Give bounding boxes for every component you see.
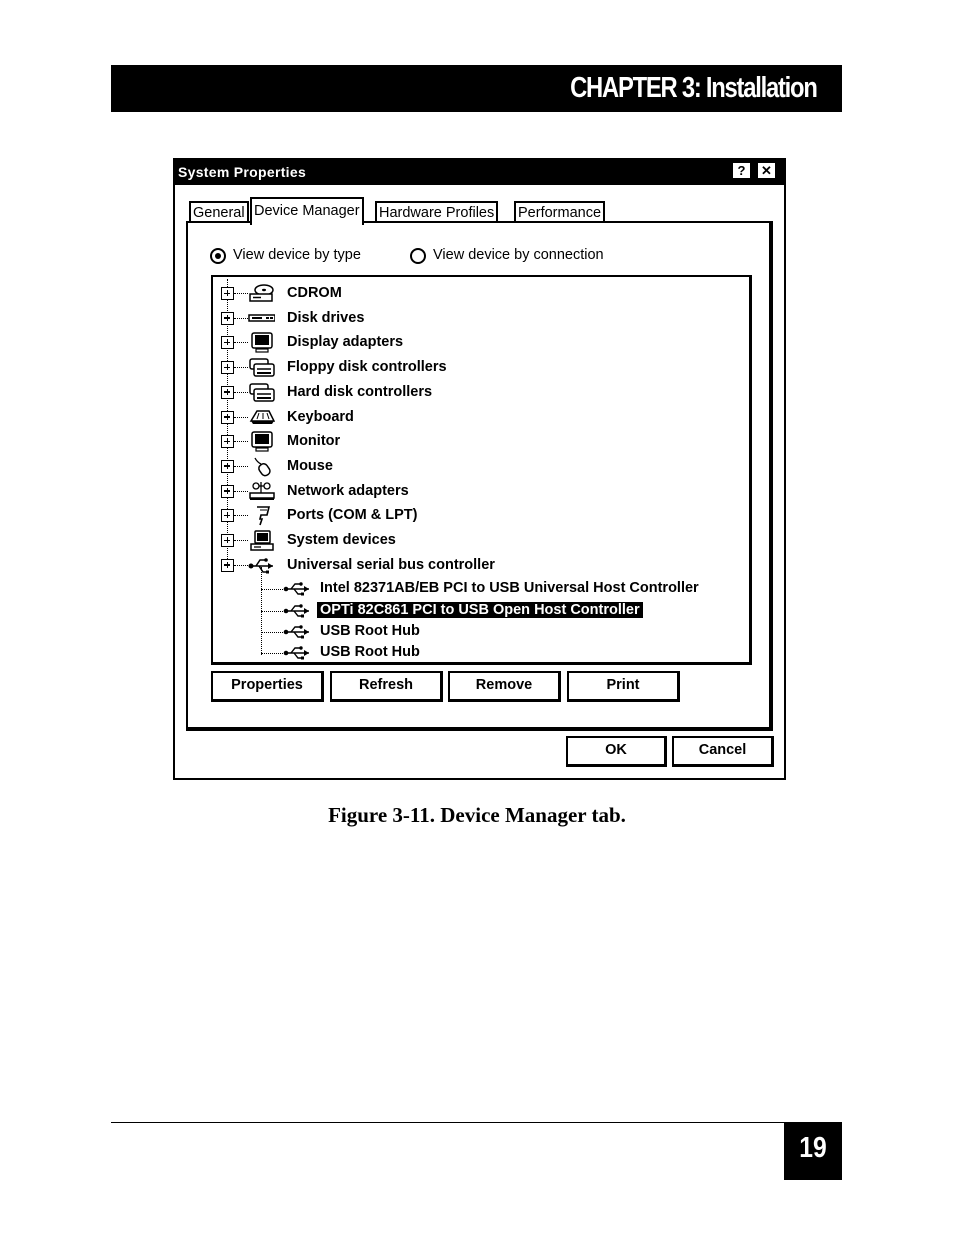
monitor-icon bbox=[247, 431, 275, 453]
tree-item-label: Keyboard bbox=[287, 408, 354, 425]
tree-item-hard-disk-controllers[interactable] bbox=[213, 382, 749, 406]
radio-button-selected[interactable] bbox=[210, 248, 226, 264]
floppy-controller-icon bbox=[247, 357, 275, 379]
tree-item-disk-drives[interactable] bbox=[213, 308, 749, 332]
expand-icon[interactable] bbox=[221, 534, 234, 547]
tree-item-label: USB Root Hub bbox=[320, 622, 420, 639]
tree-item-network-adapters[interactable] bbox=[213, 481, 749, 505]
expand-icon[interactable] bbox=[221, 287, 234, 300]
display-adapter-icon bbox=[247, 332, 275, 354]
tree-item-floppy-controllers[interactable] bbox=[213, 357, 749, 381]
tree-item-label: Hard disk controllers bbox=[287, 383, 433, 400]
tree-item-ports[interactable] bbox=[213, 505, 749, 529]
footer-rule bbox=[111, 1122, 786, 1123]
system-properties-dialog bbox=[173, 158, 786, 780]
tree-item-mouse[interactable] bbox=[213, 456, 749, 480]
tree-item-system-devices[interactable] bbox=[213, 530, 749, 554]
tree-item-usb-child-selected[interactable] bbox=[213, 601, 749, 622]
tree-item-label: CDROM bbox=[287, 285, 342, 301]
cancel-button[interactable]: Cancel bbox=[672, 736, 774, 767]
tree-item-label: Intel 82371AB/EB PCI to USB Universal Host Controller bbox=[320, 580, 699, 596]
tree-item-monitor[interactable] bbox=[213, 431, 749, 455]
radio-button-unselected[interactable] bbox=[410, 248, 426, 264]
tree-item-label: Network adapters bbox=[287, 482, 409, 499]
tree-item-label: USB Root Hub bbox=[320, 643, 420, 660]
refresh-button[interactable]: Refresh bbox=[330, 671, 443, 702]
remove-button[interactable]: Remove bbox=[448, 671, 561, 702]
device-manager-panel bbox=[186, 221, 773, 731]
chapter-title: CHAPTER 3: Installation bbox=[570, 72, 817, 104]
expand-icon[interactable] bbox=[221, 435, 234, 448]
tree-item-label-selected: OPTi 82C861 PCI to USB Open Host Controller bbox=[317, 602, 643, 618]
usb-icon bbox=[283, 645, 311, 661]
dialog-title: System Properties bbox=[178, 164, 307, 180]
tree-item-keyboard[interactable] bbox=[213, 407, 749, 431]
tree-item-label: Display adapters bbox=[287, 334, 404, 351]
hard-disk-controller-icon bbox=[247, 382, 275, 404]
help-icon: ? bbox=[737, 163, 746, 178]
mouse-icon bbox=[247, 456, 275, 478]
tab-performance[interactable]: Performance bbox=[514, 201, 605, 223]
radio-label: View device by connection bbox=[433, 247, 604, 263]
tree-item-label: Disk drives bbox=[287, 309, 365, 326]
tree-item-label: Mouse bbox=[287, 457, 333, 474]
port-icon bbox=[247, 505, 275, 527]
expand-icon[interactable] bbox=[221, 411, 234, 424]
tree-item-label: Ports (COM & LPT) bbox=[287, 507, 418, 524]
print-button[interactable]: Print bbox=[567, 671, 680, 702]
chapter-header-bar bbox=[111, 65, 842, 112]
tree-item-label: Floppy disk controllers bbox=[287, 359, 447, 376]
usb-icon bbox=[283, 581, 311, 597]
tab-general[interactable]: General bbox=[189, 201, 249, 223]
disk-drive-icon bbox=[247, 308, 275, 330]
expand-icon[interactable] bbox=[221, 485, 234, 498]
figure-caption: Figure 3-11. Device Manager tab. bbox=[328, 803, 626, 827]
cdrom-icon bbox=[247, 283, 275, 305]
expand-icon[interactable] bbox=[221, 559, 234, 572]
properties-button[interactable]: Properties bbox=[211, 671, 324, 702]
tree-item-usb-child[interactable] bbox=[213, 622, 749, 643]
close-icon: ✕ bbox=[761, 163, 772, 178]
usb-icon bbox=[283, 603, 311, 619]
expand-icon[interactable] bbox=[221, 361, 234, 374]
ok-button[interactable]: OK bbox=[566, 736, 667, 767]
device-tree[interactable] bbox=[211, 275, 752, 665]
tree-item-display-adapters[interactable] bbox=[213, 332, 749, 356]
page-number-box bbox=[784, 1122, 842, 1180]
radio-label: View device by type bbox=[233, 247, 361, 263]
usb-icon bbox=[283, 624, 311, 640]
tree-item-usb-child[interactable] bbox=[213, 579, 749, 600]
tree-item-usb-child[interactable] bbox=[213, 643, 749, 664]
expand-icon[interactable] bbox=[221, 336, 234, 349]
tree-item-label: Universal serial bus controller bbox=[287, 556, 495, 573]
help-button[interactable] bbox=[733, 163, 750, 178]
tab-device-manager[interactable]: Device Manager bbox=[250, 197, 364, 225]
expand-icon[interactable] bbox=[221, 460, 234, 473]
tree-item-cdrom[interactable] bbox=[213, 283, 749, 307]
expand-icon[interactable] bbox=[221, 386, 234, 399]
dialog-titlebar[interactable] bbox=[175, 160, 784, 185]
tab-hardware-profiles[interactable]: Hardware Profiles bbox=[375, 201, 498, 223]
expand-icon[interactable] bbox=[221, 312, 234, 325]
close-button[interactable] bbox=[758, 163, 775, 178]
tree-item-label: System devices bbox=[287, 532, 396, 548]
tree-item-label: Monitor bbox=[287, 433, 341, 450]
keyboard-icon bbox=[247, 407, 275, 429]
system-device-icon bbox=[247, 530, 275, 552]
network-adapter-icon bbox=[247, 481, 275, 503]
page-number: 19 bbox=[799, 1132, 827, 1164]
tree-item-usb-controller[interactable] bbox=[213, 555, 749, 579]
expand-icon[interactable] bbox=[221, 509, 234, 522]
